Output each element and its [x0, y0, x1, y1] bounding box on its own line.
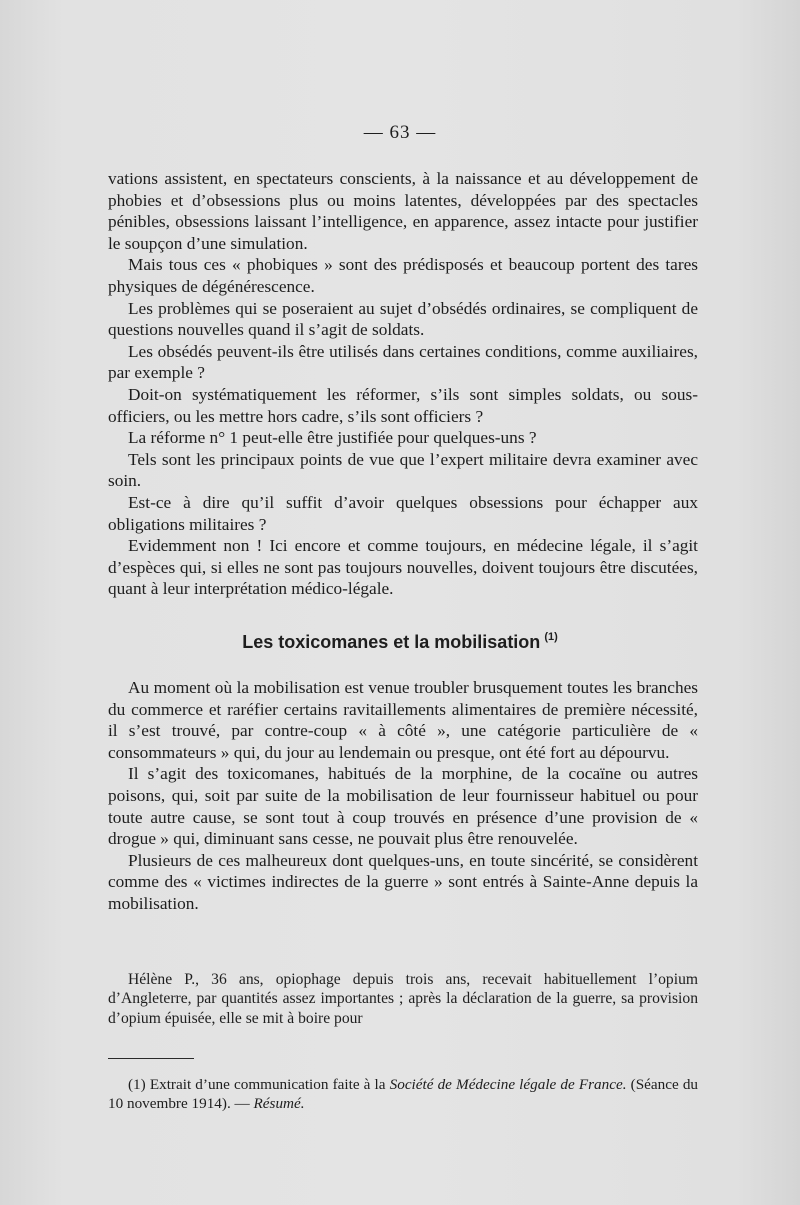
footnote-session: (Séance du 10 novembre 1914). —	[108, 1076, 699, 1112]
paragraph: Les obsédés peuvent-ils être utilisés dans certaines conditions, comme auxiliaires, par exemple ?	[108, 341, 698, 383]
footnote	[108, 1075, 698, 1113]
text-block-2	[108, 677, 698, 915]
footnote-marker: (1)	[128, 1076, 146, 1093]
case-report	[108, 970, 698, 1028]
section-title	[0, 631, 800, 653]
case-paragraph: Hélène P., 36 ans, opiophage depuis trois ans, recevait habituellement l’opium d’Angleterre, par quantités assez importantes ; après la déclaration de la guerre, sa provision d’opium épuisée, elle se mit à boire pour	[108, 971, 698, 1027]
paragraph: Evidemment non ! Ici encore et comme toujours, en médecine légale, il s’agit d’espèces qui, si elles ne sont pas toujours nouvelles, doivent toujours être discutées, quant à leur interprétation médico-légale.	[108, 536, 698, 599]
page-number: — 63 —	[363, 122, 437, 143]
paragraph: Il s’agit des toxicomanes, habitués de la morphine, de la cocaïne ou autres poisons, qui, soit par suite de la mobilisation de leur fournisseur habituel ou pour toute autre cause, se sont tout à coup trouvés en présence d’une provision de « drogue » qui, diminuant sans cesse, ne pouvait plus être renouvelée.	[108, 764, 698, 849]
text-block-1	[108, 168, 698, 600]
footnote-reference: (1)	[544, 631, 558, 643]
paragraph: Est-ce à dire qu’il suffit d’avoir quelques obsessions pour échapper aux obligations militaires ?	[108, 492, 698, 534]
section-title-text: Les toxicomanes et la mobilisation	[242, 632, 541, 652]
footnote-paragraph	[108, 1075, 698, 1113]
paragraph: Doit-on systématiquement les réformer, s’ils sont simples soldats, ou sous-officiers, ou les mettre hors cadre, s’ils sont officiers ?	[108, 384, 698, 426]
footnote-society: Société de Médecine légale de France.	[389, 1076, 627, 1093]
paragraph: vations assistent, en spectateurs conscients, à la naissance et au développement de phobies et d’obsessions plus ou moins latentes, développées par des spectacles pénibles, obsessions laissant l’intelligence, en apparence, assez intacte pour justifier le soupçon d’une simulation.	[108, 169, 698, 253]
paragraph: Plusieurs de ces malheureux dont quelques-uns, en toute sincérité, se considèrent comme des « victimes indirectes de la guerre » sont entrés à Sainte-Anne depuis la mobilisation.	[108, 850, 698, 913]
paragraph: Au moment où la mobilisation est venue troubler brusquement toutes les branches du commerce et raréfier certains ravitaillements alimentaires de première nécessité, il s’est trouvé, par contre-coup « à côté », une catégorie particulière de « consommateurs » qui, du jour au lendemain ou presque, ont été fort au dépourvu.	[108, 678, 698, 762]
footnote-resume: Résumé.	[253, 1095, 305, 1112]
footnote-text: Extrait d’une communication faite à la	[149, 1076, 386, 1093]
paragraph: Mais tous ces « phobiques » sont des prédisposés et beaucoup portent des tares physiques de dégénérescence.	[108, 255, 698, 296]
paragraph: La réforme n° 1 peut-elle être justifiée pour quelques-uns ?	[128, 428, 537, 448]
footnote-divider	[108, 1058, 194, 1059]
paragraph: Les problèmes qui se poseraient au sujet d’obsédés ordinaires, se compliquent de questions nouvelles quand il s’agit de soldats.	[108, 298, 698, 340]
paragraph: Tels sont les principaux points de vue que l’expert militaire devra examiner avec soin.	[108, 449, 698, 491]
